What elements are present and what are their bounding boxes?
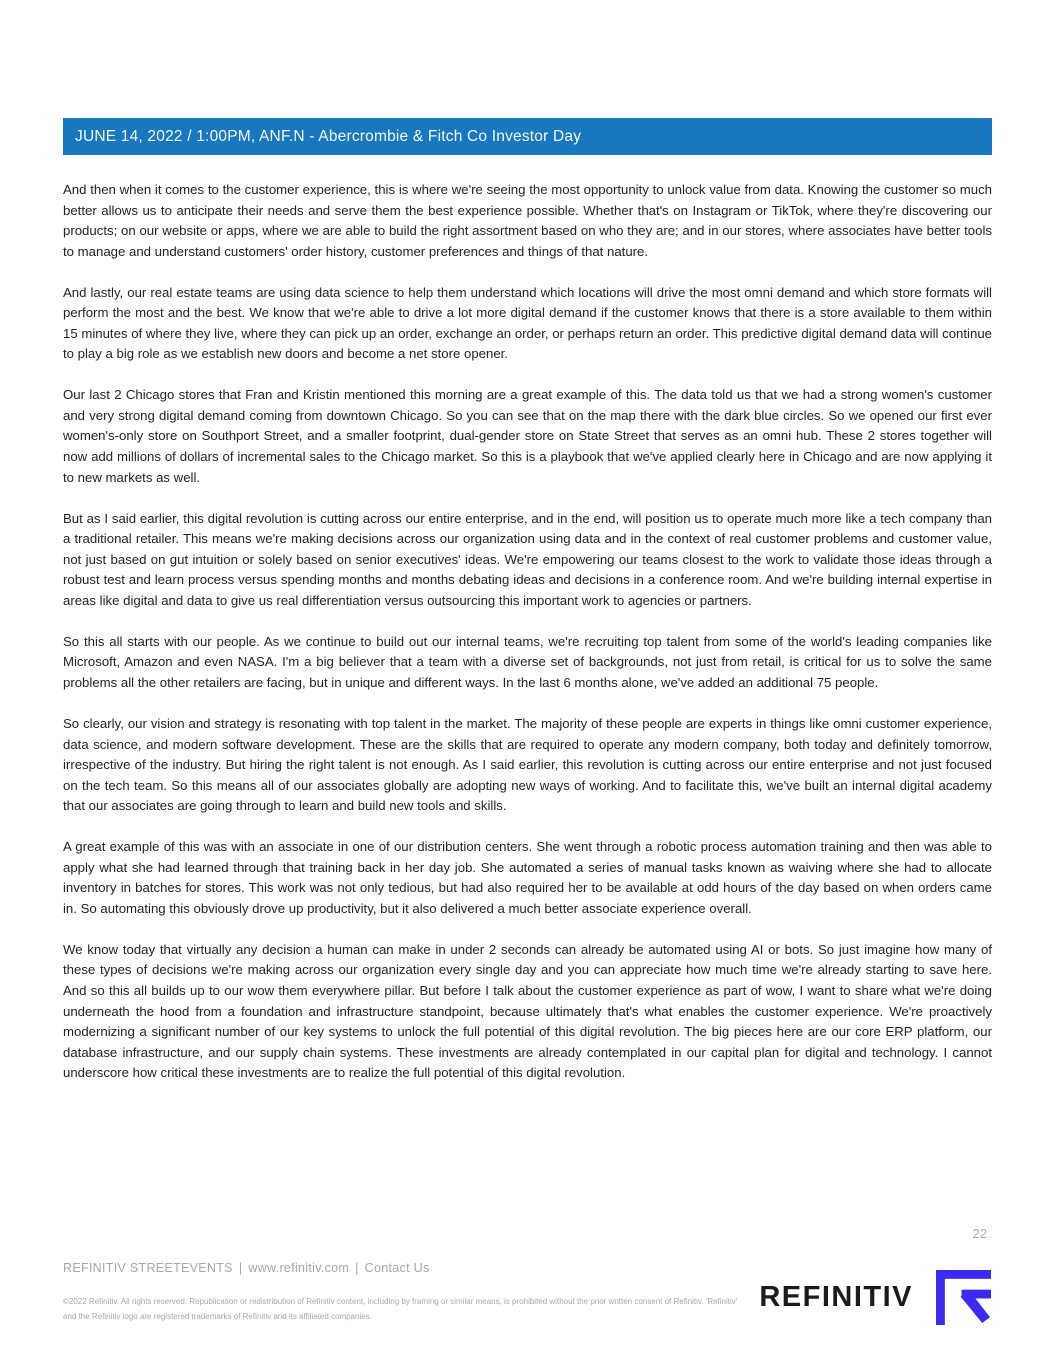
website-link[interactable]: www.refinitiv.com (248, 1261, 350, 1275)
transcript-paragraph: So this all starts with our people. As we continue to build out our internal teams, we're recruiting top talent from some of the world's leading companies like Microsoft, Amazon and even NASA. I'm a big believer that a team with a diverse set of backgrounds, not just from retail, is critical for us to solve the same problems all the other retailers are facing, but in unique and different ways. In the last 6 months alone, we've added an additional 75 people. (63, 633, 992, 690)
footer-separator: | (355, 1261, 359, 1275)
transcript-paragraph: Our last 2 Chicago stores that Fran and Kristin mentioned this morning are a great example of this. The data told us that we had a strong women's customer and very strong digital demand coming from downtown Chicago. So you can see that on the map there with the dark blue circles. So we opened our first ever women's-only store on Southport Street, and a smaller footprint, dual-gender store on State Street that serves as an omni hub. These 2 stores together will now add millions of dollars of incremental sales to the Chicago market. So this is a playbook that we've applied clearly here in Chicago and are now applying it to new markets as well. (63, 387, 992, 485)
transcript-paragraph: And lastly, our real estate teams are using data science to help them understand which locations will drive the most omni demand and which store formats will perform the most and the best. We know that we're able to drive a lot more digital demand if the customer knows that there is a store available to them within 15 minutes of where they live, where they can pick up an order, exchange an order, or perhaps return an order. This predictive digital demand data will continue to play a big role as we establish new doors and become a net store opener. (63, 284, 992, 362)
page-number: 22 (972, 1226, 987, 1241)
transcript-paragraph: And then when it comes to the customer experience, this is where we're seeing the most opportunity to unlock value from data. Knowing the customer so much better allows us to anticipate their needs and serve them the best experience possible. Whether that's on Instagram or TikTok, where they're discovering our products; on our website or apps, where we are able to build the right assortment based on who they are; and in our stores, where associates have better tools to manage and understand customers' order history, customer preferences and things of that nature. (63, 182, 992, 259)
refinitiv-logo-text: REFINITIV (759, 1281, 913, 1313)
transcript-paragraph: But as I said earlier, this digital revolution is cutting across our entire enterprise, and in the end, will position us to operate much more like a tech company than a traditional retailer. This means we're making decisions across our organization using data and in the context of real customer problems and customer value, not just based on gut intuition or solely based on senior executives' ideas. We're empowering our teams closest to the work to validate those ideas through a robust test and learn process versus spending months and months debating ideas and decisions in a conference room. And we're building internal expertise in areas like digital and data to give us real differentiation versus outsourcing this important work to agencies or partners. (63, 510, 992, 608)
refinitiv-logo-icon (936, 1270, 991, 1325)
footer-brand-line (63, 1261, 430, 1275)
session-header-bar (63, 118, 992, 155)
contact-us-link[interactable]: Contact Us (364, 1261, 430, 1275)
copyright-notice: ©2022 Refinitiv. All rights reserved. Republication or redistribution of Refinitiv content, including by framing or similar means, is prohibited without the prior written consent of Refinitiv. 'Refinitiv' and the Refinitiv logo are registered trademarks of Refinitiv and its affiliated companies. (63, 1297, 738, 1321)
transcript-paragraph: We know today that virtually any decision a human can make in under 2 seconds can already be automated using AI or bots. So just imagine how many of these types of decisions we're making across our organization every single day and you can appreciate how much time we're already starting to save here. And so this all builds up to our wow them everywhere pillar. But before I talk about the customer experience as part of wow, I want to share what we're doing underneath the hood from a foundation and infrastructure standpoint, because ultimately that's what enables the customer experience. We're proactively modernizing a significant number of our key systems to unlock the full potential of this digital revolution. The big pieces here are our core ERP platform, our database infrastructure, and our supply chain systems. These investments are already contemplated in our capital plan for digital and technology. I cannot underscore how critical these investments are to realize the full potential of this digital revolution. (63, 941, 992, 1081)
transcript-body (63, 180, 992, 1104)
transcript-paragraph: A great example of this was with an associate in one of our distribution centers. She went through a robotic process automation training and then was able to apply what she had learned through that training back in her day job. She automated a series of manual tasks known as waiving where she had to allocate inventory in batches for stores. This work was not only tedious, but had also required her to be available at odd hours of the day based on when orders came in. So automating this obviously drove up productivity, but it also delivered a much better associate experience overall. (63, 839, 992, 916)
streetevents-label: REFINITIV STREETEVENTS (63, 1261, 233, 1275)
footer-separator: | (238, 1261, 243, 1275)
transcript-paragraph: So clearly, our vision and strategy is resonating with top talent in the market. The majority of these people are experts in things like omni customer experience, data science, and modern software development. These are the skills that are required to operate any modern company, both today and definitely tomorrow, irrespective of the industry. But hiring the right talent is not enough. As I said earlier, this revolution is cutting across our entire enterprise and not just focused on the tech team. So this means all of our associates globally are adopting new ways of working. And to facilitate this, we've built an internal digital academy that our associates are going through to learn and build new tools and skills. (63, 715, 992, 814)
session-title: JUNE 14, 2022 / 1:00PM, ANF.N - Abercrombie & Fitch Co Investor Day (75, 127, 582, 145)
refinitiv-logo (759, 1270, 991, 1325)
